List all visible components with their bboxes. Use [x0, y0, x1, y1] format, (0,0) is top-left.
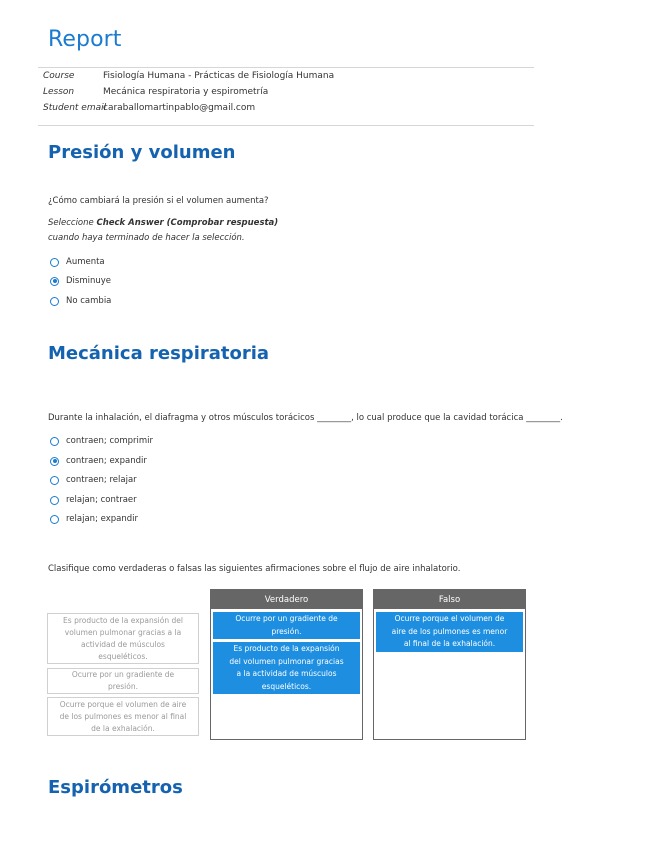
radio-option[interactable]: Aumenta [50, 256, 105, 268]
radio-selected-icon[interactable] [50, 277, 59, 286]
meta-email-value: caraballomartinpablo@gmail.com [103, 103, 256, 113]
radio-icon[interactable] [50, 476, 59, 485]
meta-lesson-value: Mecánica respiratoria y espirometría [103, 87, 269, 97]
radio-option[interactable]: No cambia [50, 295, 111, 307]
question-text: ¿Cómo cambiará la presión si el volumen aumenta? [48, 196, 269, 206]
radio-option[interactable]: relajan; expandir [50, 513, 138, 525]
radio-icon[interactable] [50, 496, 59, 505]
meta-course-label: Course [43, 71, 75, 81]
answer-card[interactable]: Ocurre porque el volumen de aire de los pulmones es menor al final de la exhalación. [376, 612, 523, 652]
radio-option[interactable]: contraen; relajar [50, 474, 137, 486]
meta-lesson-label: Lesson [43, 87, 75, 97]
radio-option[interactable]: contraen; comprimir [50, 435, 153, 447]
divider [38, 67, 534, 68]
report-title: Report [48, 27, 122, 52]
radio-icon[interactable] [50, 515, 59, 524]
radio-option[interactable]: Disminuye [50, 275, 111, 287]
bucket-header: Verdadero [211, 590, 362, 609]
classify-prompt: Clasifique como verdaderas o falsas las siguientes afirmaciones sobre el flujo de aire inhalatorio. [48, 564, 461, 574]
bucket-falso[interactable] [373, 589, 526, 740]
instruction-bold: Check Answer (Comprobar respuesta) [96, 218, 279, 228]
radio-option[interactable]: relajan; contraer [50, 494, 137, 506]
section-heading-espirometros: Espirómetros [48, 777, 183, 798]
answer-card[interactable]: Es producto de la expansión del volumen pulmonar gracias a la actividad de músculos esqueléticos. [213, 642, 360, 694]
bucket-verdadero[interactable] [210, 589, 363, 740]
pool-item[interactable]: Ocurre por un gradiente de presión. [47, 668, 199, 694]
divider [38, 125, 534, 126]
instruction-text: Seleccione Check Answer (Comprobar respuesta) cuando haya terminado de hacer la selección. [48, 218, 279, 243]
pool-item[interactable]: Ocurre porque el volumen de aire de los pulmones es menor al final de la exhalación. [47, 697, 199, 736]
question-text: Durante la inhalación, el diafragma y otros músculos torácicos ________, lo cual produce que la cavidad torácica ________. [48, 413, 563, 423]
meta-course-value: Fisiología Humana - Prácticas de Fisiología Humana [103, 71, 335, 81]
radio-icon[interactable] [50, 437, 59, 446]
bucket-header: Falso [374, 590, 525, 609]
radio-icon[interactable] [50, 258, 59, 267]
section-heading-presion: Presión y volumen [48, 142, 236, 163]
radio-option[interactable]: contraen; expandir [50, 455, 147, 467]
pool-item[interactable]: Es producto de la expansión del volumen pulmonar gracias a la actividad de músculos esqueléticos. [47, 613, 199, 664]
answer-card[interactable]: Ocurre por un gradiente de presión. [213, 612, 360, 639]
radio-icon[interactable] [50, 297, 59, 306]
meta-email-label: Student email [43, 103, 107, 113]
section-heading-mecanica: Mecánica respiratoria [48, 343, 270, 364]
radio-selected-icon[interactable] [50, 457, 59, 466]
